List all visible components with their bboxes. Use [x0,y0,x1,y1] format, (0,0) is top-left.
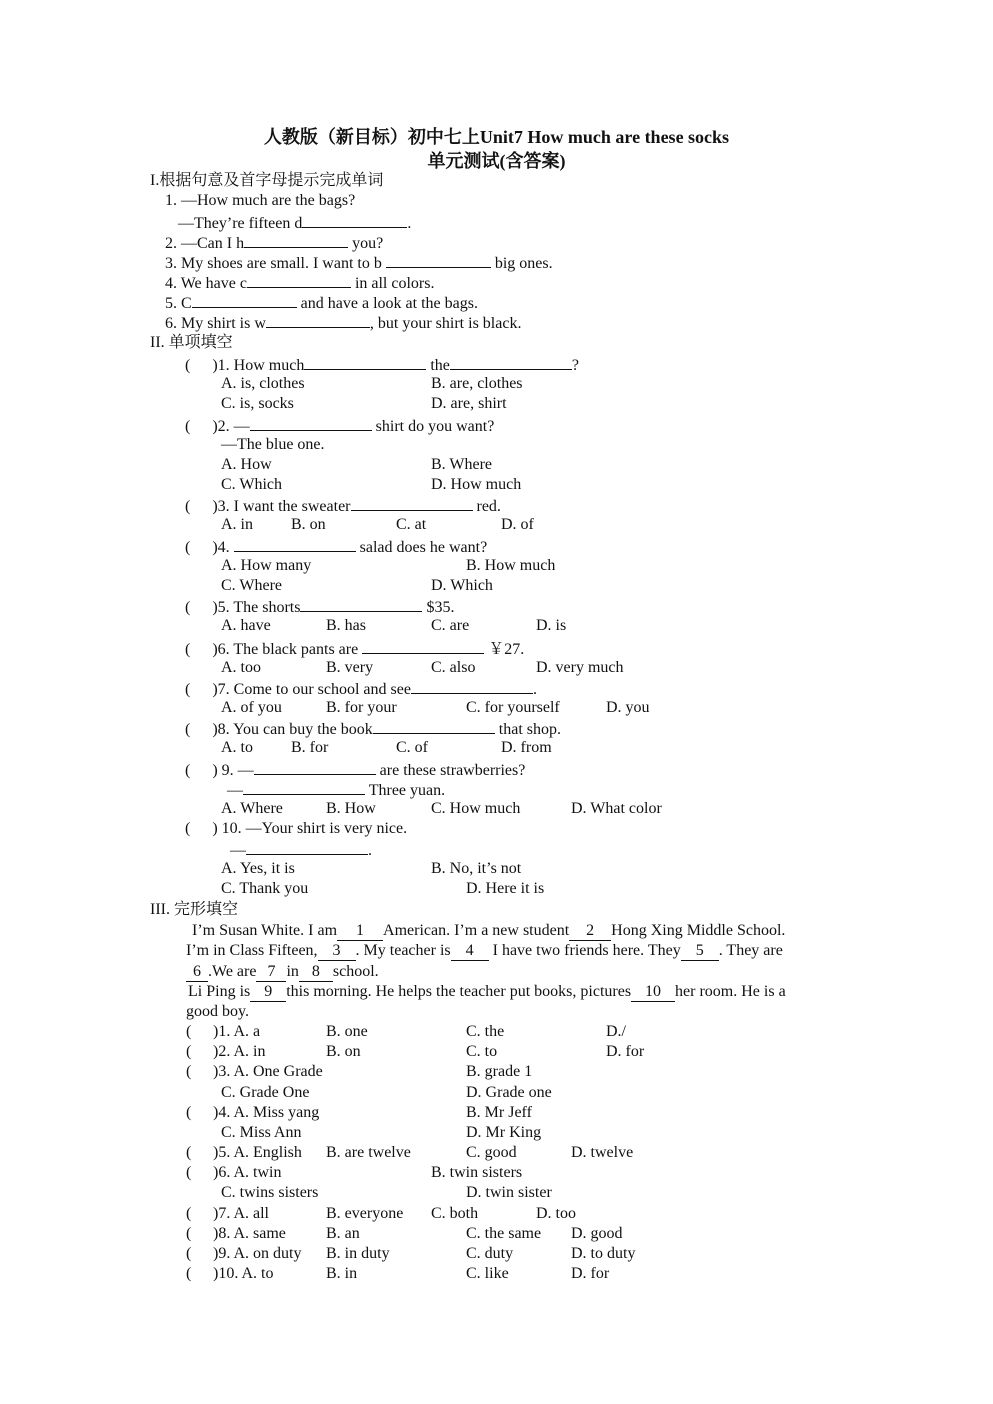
option-b: B. one [326,1023,368,1040]
option-b: B. in duty [326,1245,390,1262]
option-b: B. has [326,617,366,634]
option-c: C. the same [466,1225,542,1242]
mc-q10-options-ab [221,859,721,879]
passage-text: . My teacher is [355,942,451,959]
cloze-question-7 [186,1204,746,1224]
s1-q1-end: . [407,215,412,232]
s1-q6-text: 6. My shirt is w [165,315,266,332]
answer-blank [450,354,572,370]
answer-blank [243,779,365,795]
option-b: B. on [291,516,326,533]
cloze-q3-a: )3. A. One Grade [213,1063,323,1080]
option-b: B. Where [431,456,493,473]
answer-blank [254,759,376,775]
answer-blank [300,596,422,612]
paren: ( [185,357,191,374]
option-c: C. good [466,1144,517,1161]
passage-text: Hong Xing Middle School. [611,922,786,939]
passage-text: . They are [718,942,783,959]
mc-q10-reply-end: . [368,842,372,859]
s1-question-1: 1. —How much are the bags? [165,192,356,209]
cloze-q10-a: )10. A. to [213,1265,274,1282]
cloze-question-5 [186,1143,746,1163]
mc-q7-end: . [532,681,537,698]
option-c: C. is, socks [221,395,294,412]
document-subtitle: 单元测试(含答案) [427,151,566,171]
option-a: A. How many [221,557,312,574]
answer-blank [244,232,348,248]
paren: ( [186,1104,192,1121]
cloze-q7-a: )7. A. all [213,1205,269,1222]
option-c: C. at [396,516,427,533]
cloze-q5-a: )5. A. English [213,1144,302,1161]
mc-q4-options-ab [221,556,721,576]
option-d: D. you [606,699,650,716]
option-b: B. How [326,800,376,817]
mc-q4-stem: )4. [212,539,230,556]
paren: ( [186,1265,192,1282]
cloze-question-10 [186,1264,746,1284]
mc-question-2 [185,415,494,435]
option-d: D. How much [431,476,522,493]
passage-text: Li Ping is [188,983,251,1000]
passage-text: her room. He is a [675,983,786,1000]
mc-q5-stem: )5. The shorts [212,599,301,616]
passage-text: I’m in Class Fifteen, [186,942,318,959]
option-a: A. of you [221,699,282,716]
mc-question-1 [185,354,579,374]
answer-blank [411,678,533,694]
option-d: D. Grade one [466,1084,552,1101]
answer-blank [192,292,297,308]
mc-q6-options [221,658,721,678]
mc-q2-reply: —The blue one. [221,436,325,453]
passage-text: I’m Susan White. I am [192,922,338,939]
cloze-question-6-cd [186,1183,746,1203]
s1-q1-text: —They’re fifteen d [178,215,303,232]
s1-q5-end: and have a look at the bags. [300,295,478,312]
option-b: B. for [291,739,329,756]
option-c: C. Thank you [221,880,309,897]
paren: ( [185,681,191,698]
mc-q5-end: $35. [426,599,455,616]
document-title: 人教版（新目标）初中七上Unit7 How much are these socks [263,127,730,147]
mc-q3-end: red. [476,498,501,515]
option-c: C. to [466,1043,498,1060]
s1-q3-text: 3. My shoes are small. I want to b [165,255,382,272]
option-c: C. like [466,1265,509,1282]
paren: ( [186,1063,192,1080]
mc-question-3 [185,495,501,515]
blank-number: 2 [569,922,611,941]
option-d: D. Here it is [466,880,545,897]
option-b: B. grade 1 [466,1063,533,1080]
mc-q1-mid: the [430,357,450,374]
cloze-q6-a: )6. A. twin [213,1164,282,1181]
cloze-question-6 [186,1163,746,1183]
passage-line-4 [188,982,786,1002]
option-c: C. Grade One [221,1084,310,1101]
blank-number: 10 [631,983,675,1002]
blank-number: 8 [299,963,333,982]
cloze-question-2 [186,1042,746,1062]
section3-heading: III. 完形填空 [150,901,238,918]
mc-q2-stem: )2. — [212,418,250,435]
paren: ( [185,762,191,779]
s1-question-6 [165,312,521,332]
paren: ( [186,1225,192,1242]
option-c: C. duty [466,1245,514,1262]
cloze-q1-a: )1. A. a [213,1023,261,1040]
s1-q4-text: 4. We have c [165,275,247,292]
paren: ( [185,599,191,616]
mc-q4-end: salad does he want? [359,539,488,556]
mc-q6-end: ￥27. [488,641,525,658]
paren: ( [185,820,191,837]
option-a: A. to [221,739,253,756]
mc-q5-options [221,616,721,636]
option-d: D. too [536,1205,576,1222]
mc-q2-options-cd [221,475,721,495]
option-d: D. are, shirt [431,395,507,412]
blank-number: 5 [681,942,719,961]
mc-q9-dash: — [227,782,243,799]
blank-number: 6 [186,963,208,982]
answer-blank [234,536,356,552]
s1-question-4 [165,272,434,292]
option-b: B. for your [326,699,397,716]
s1-q2-end: you? [352,235,384,252]
option-d: D. of [501,516,534,533]
paren: ( [186,1023,192,1040]
paren: ( [185,539,191,556]
cloze-question-9 [186,1244,746,1264]
blank-number: 4 [451,942,489,961]
option-c: C. twins sisters [221,1184,319,1201]
option-a: A. is, clothes [221,375,305,392]
mc-q9-reply-end: Three yuan. [368,782,446,799]
option-b: B. are twelve [326,1144,411,1161]
mc-q2-options-ab [221,455,721,475]
answer-blank [246,839,368,855]
mc-q4-options-cd [221,576,721,596]
s1-question-5 [165,292,478,312]
mc-q8-stem: )8. You can buy the book [212,721,373,738]
paren: ( [185,418,191,435]
passage-text: American. I’m a new student [383,922,570,939]
mc-q10-reply [230,839,372,859]
option-a: A. too [221,659,261,676]
option-b: B. Mr Jeff [466,1104,532,1121]
passage-line-2 [186,941,783,961]
mc-question-10 [185,819,407,839]
option-b: B. everyone [326,1205,404,1222]
mc-q10-options-cd [221,879,721,899]
option-d: D. very much [536,659,624,676]
s1-q2-text: 2. —Can I h [165,235,245,252]
mc-question-7 [185,678,537,698]
option-d: D./ [606,1023,626,1040]
option-c: C. How much [431,800,521,817]
passage-text: school. [332,963,379,980]
option-a: A. in [221,516,253,533]
option-d: D. twelve [571,1144,634,1161]
section1-heading: I.根据句意及首字母提示完成单词 [150,172,384,189]
passage-line-3 [186,962,379,982]
option-c: C. also [431,659,476,676]
mc-q10-stem: ) 10. —Your shirt is very nice. [212,820,408,837]
option-c: C. for yourself [466,699,560,716]
option-d: D. for [571,1265,610,1282]
option-c: C. Which [221,476,283,493]
passage-line-5: good boy. [186,1003,249,1020]
mc-q6-stem: )6. The black pants are [212,641,359,658]
mc-q2-end: shirt do you want? [375,418,495,435]
answer-blank [247,272,351,288]
paren: ( [186,1164,192,1181]
passage-text: I have two friends here. They [492,942,681,959]
option-a: A. Yes, it is [221,860,295,877]
mc-q3-stem: )3. I want the sweater [212,498,351,515]
mc-question-9 [185,759,525,779]
paren: ( [186,1144,192,1161]
option-c: C. Miss Ann [221,1124,302,1141]
s1-question-1-answer [178,212,411,232]
option-a: A. have [221,617,271,634]
option-d: D. for [606,1043,645,1060]
option-b: B. How much [466,557,556,574]
answer-blank [362,638,484,654]
mc-q3-options [221,515,721,535]
cloze-q8-a: )8. A. same [213,1225,286,1242]
mc-q10-dash: — [230,842,246,859]
option-b: B. in [326,1265,358,1282]
answer-blank [266,312,370,328]
paren: ( [185,721,191,738]
blank-number: 1 [337,922,383,941]
option-c: C. are [431,617,470,634]
mc-q1-stem: )1. How much [212,357,305,374]
mc-q8-options [221,738,721,758]
cloze-question-1 [186,1022,746,1042]
answer-blank [373,718,495,734]
paren: ( [186,1245,192,1262]
option-b: B. very [326,659,374,676]
option-c: C. Where [221,577,283,594]
cloze-q2-a: )2. A. in [213,1043,266,1060]
s1-question-2 [165,232,383,252]
mc-q9-end: are these strawberries? [379,762,526,779]
answer-blank [386,252,491,268]
s1-q4-end: in all colors. [354,275,435,292]
blank-number: 3 [318,942,356,961]
paren: ( [186,1043,192,1060]
cloze-q4-a: )4. A. Miss yang [213,1104,320,1121]
option-b: B. are, clothes [431,375,523,392]
mc-q1-options-cd [221,394,721,414]
blank-number: 7 [256,963,286,982]
cloze-question-8 [186,1224,746,1244]
mc-q7-stem: )7. Come to our school and see [212,681,411,698]
s1-q6-end: , but your shirt is black. [369,315,522,332]
cloze-question-3 [186,1062,746,1082]
mc-question-8 [185,718,561,738]
paren: ( [185,498,191,515]
mc-q1-end: ? [571,357,579,374]
mc-q7-options [221,698,721,718]
paren: ( [186,1205,192,1222]
option-c: C. both [431,1205,479,1222]
passage-line-1 [192,921,785,941]
option-b: B. twin sisters [431,1164,523,1181]
s1-q5-text: 5. C [165,295,192,312]
cloze-question-3-cd [186,1083,746,1103]
option-c: C. of [396,739,428,756]
cloze-question-4 [186,1103,746,1123]
passage-text: this morning. He helps the teacher put books, pictures [286,983,632,1000]
option-d: D. good [571,1225,623,1242]
mc-q9-reply [227,779,445,799]
passage-text: in [286,963,299,980]
mc-q1-options-ab [221,374,721,394]
section2-heading: II. 单项填空 [150,334,233,351]
paren: ( [185,641,191,658]
mc-q9-stem: ) 9. — [212,762,254,779]
option-d: D. to duty [571,1245,636,1262]
mc-q8-end: that shop. [498,721,561,738]
option-d: D. from [501,739,552,756]
cloze-q9-a: )9. A. on duty [213,1245,302,1262]
option-d: D. Mr King [466,1124,542,1141]
mc-question-4 [185,536,487,556]
answer-blank [302,212,407,228]
answer-blank [304,354,426,370]
option-b: B. No, it’s not [431,860,522,877]
passage-text: .We are [208,963,257,980]
option-a: A. Where [221,800,283,817]
mc-q9-options [221,799,721,819]
s1-q3-end: big ones. [494,255,553,272]
option-d: D. What color [571,800,662,817]
s1-question-3 [165,252,553,272]
option-b: B. an [326,1225,360,1242]
mc-question-6 [185,638,524,658]
option-d: D. is [536,617,567,634]
option-a: A. How [221,456,272,473]
option-c: C. the [466,1023,505,1040]
answer-blank [351,495,473,511]
cloze-question-4-cd [186,1123,746,1143]
option-d: D. twin sister [466,1184,552,1201]
blank-number: 9 [250,983,286,1002]
answer-blank [250,415,372,431]
option-d: D. Which [431,577,493,594]
option-b: B. on [326,1043,361,1060]
mc-question-5 [185,596,454,616]
